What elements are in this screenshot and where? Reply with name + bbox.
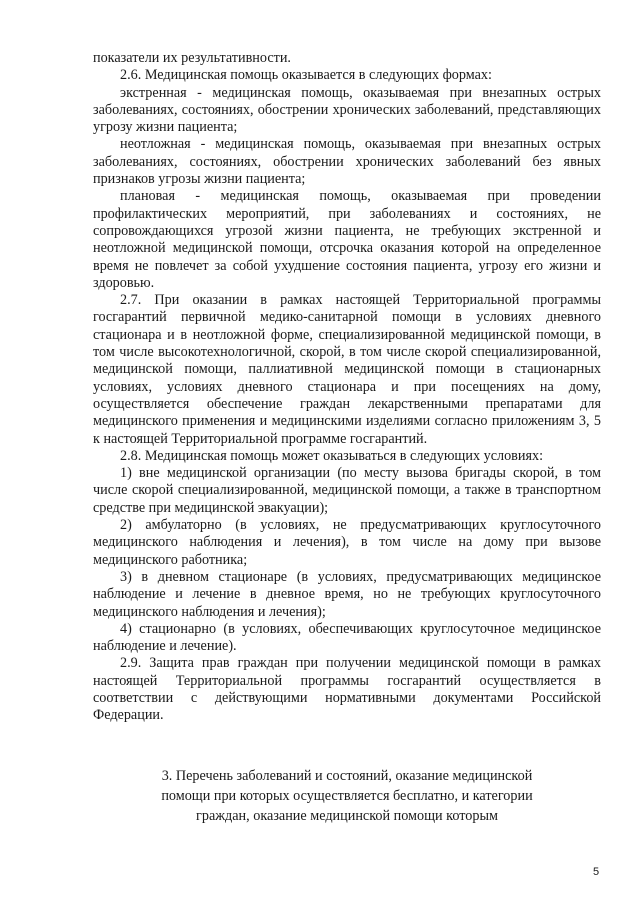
page-number: 5: [593, 866, 600, 878]
paragraph: экстренная - медицинская помощь, оказываемая при внезапных острых заболеваниях, состояниях, обострении хронических заболеваний, представляющих угрозу жизни пациента;: [93, 84, 601, 136]
paragraph: 2.6. Медицинская помощь оказывается в следующих формах:: [120, 67, 492, 84]
paragraph: 1) вне медицинской организации (по месту вызова бригады скорой, в том числе скорой специализированной, медицинской помощи, а также в транспортном средстве при медицинской эвакуации);: [93, 465, 601, 516]
paragraph: неотложная - медицинская помощь, оказываемая при внезапных острых заболеваниях, состояниях, обострении хронических заболеваний без явных признаков угрозы жизни пациента;: [93, 136, 601, 188]
paragraph: 2.9. Защита прав граждан при получении медицинской помощи в рамках настоящей Территориальной программы госгарантий осуществляется в соответствии с действующими нормативными документами Российской Федерации.: [93, 655, 601, 724]
paragraph: 4) стационарно (в условиях, обеспечивающих круглосуточное медицинское наблюдение и лечение).: [93, 620, 601, 655]
body-text: [93, 50, 601, 725]
heading-line: помощи при которых осуществляется бесплатно, и категории: [161, 788, 533, 804]
paragraph: показатели их результативности.: [93, 50, 291, 66]
heading-line: граждан, оказание медицинской помощи которым: [196, 808, 498, 824]
paragraph: плановая - медицинская помощь, оказываемая при проведении профилактических мероприятий, при заболеваниях и состояниях, не сопровождающихся угрозой жизни пациента, не требующих экстренной и неотложной медицинской помощи, отсрочка оказания которой на определенное время не повлечет за собой ухудшение состояния пациента, угрозу его жизни и здоровью.: [93, 188, 601, 291]
heading-line: 3. Перечень заболеваний и состояний, оказание медицинской: [161, 768, 533, 784]
paragraph: 3) в дневном стационаре (в условиях, предусматривающих медицинское наблюдение и лечение в дневное время, но не требующих круглосуточного медицинского наблюдения и лечения);: [93, 568, 601, 620]
section-heading: [93, 766, 601, 826]
paragraph: 2.7. При оказании в рамках настоящей Территориальной программы госгарантий первичной медико-санитарной помощи в условиях дневного стационара и в неотложной форме, специализированной медицинской помощи, в том числе высокотехнологичной, скорой, в том числе скорой специализированной, медицинской помощи, паллиативной медицинской помощи в стационарных условиях, условиях дневного стационара и при посещениях на дому, осуществляется обеспечение граждан лекарственными препаратами для медицинского применения и медицинскими изделиями согласно приложениям 3, 5 к настоящей Территориальной программе госгарантий.: [93, 292, 601, 447]
paragraph: 2) амбулаторно (в условиях, не предусматривающих круглосуточного медицинского наблюдения и лечения), в том числе на дому при вызове медицинского работника;: [93, 517, 601, 568]
paragraph: 2.8. Медицинская помощь может оказываться в следующих условиях:: [120, 447, 544, 464]
